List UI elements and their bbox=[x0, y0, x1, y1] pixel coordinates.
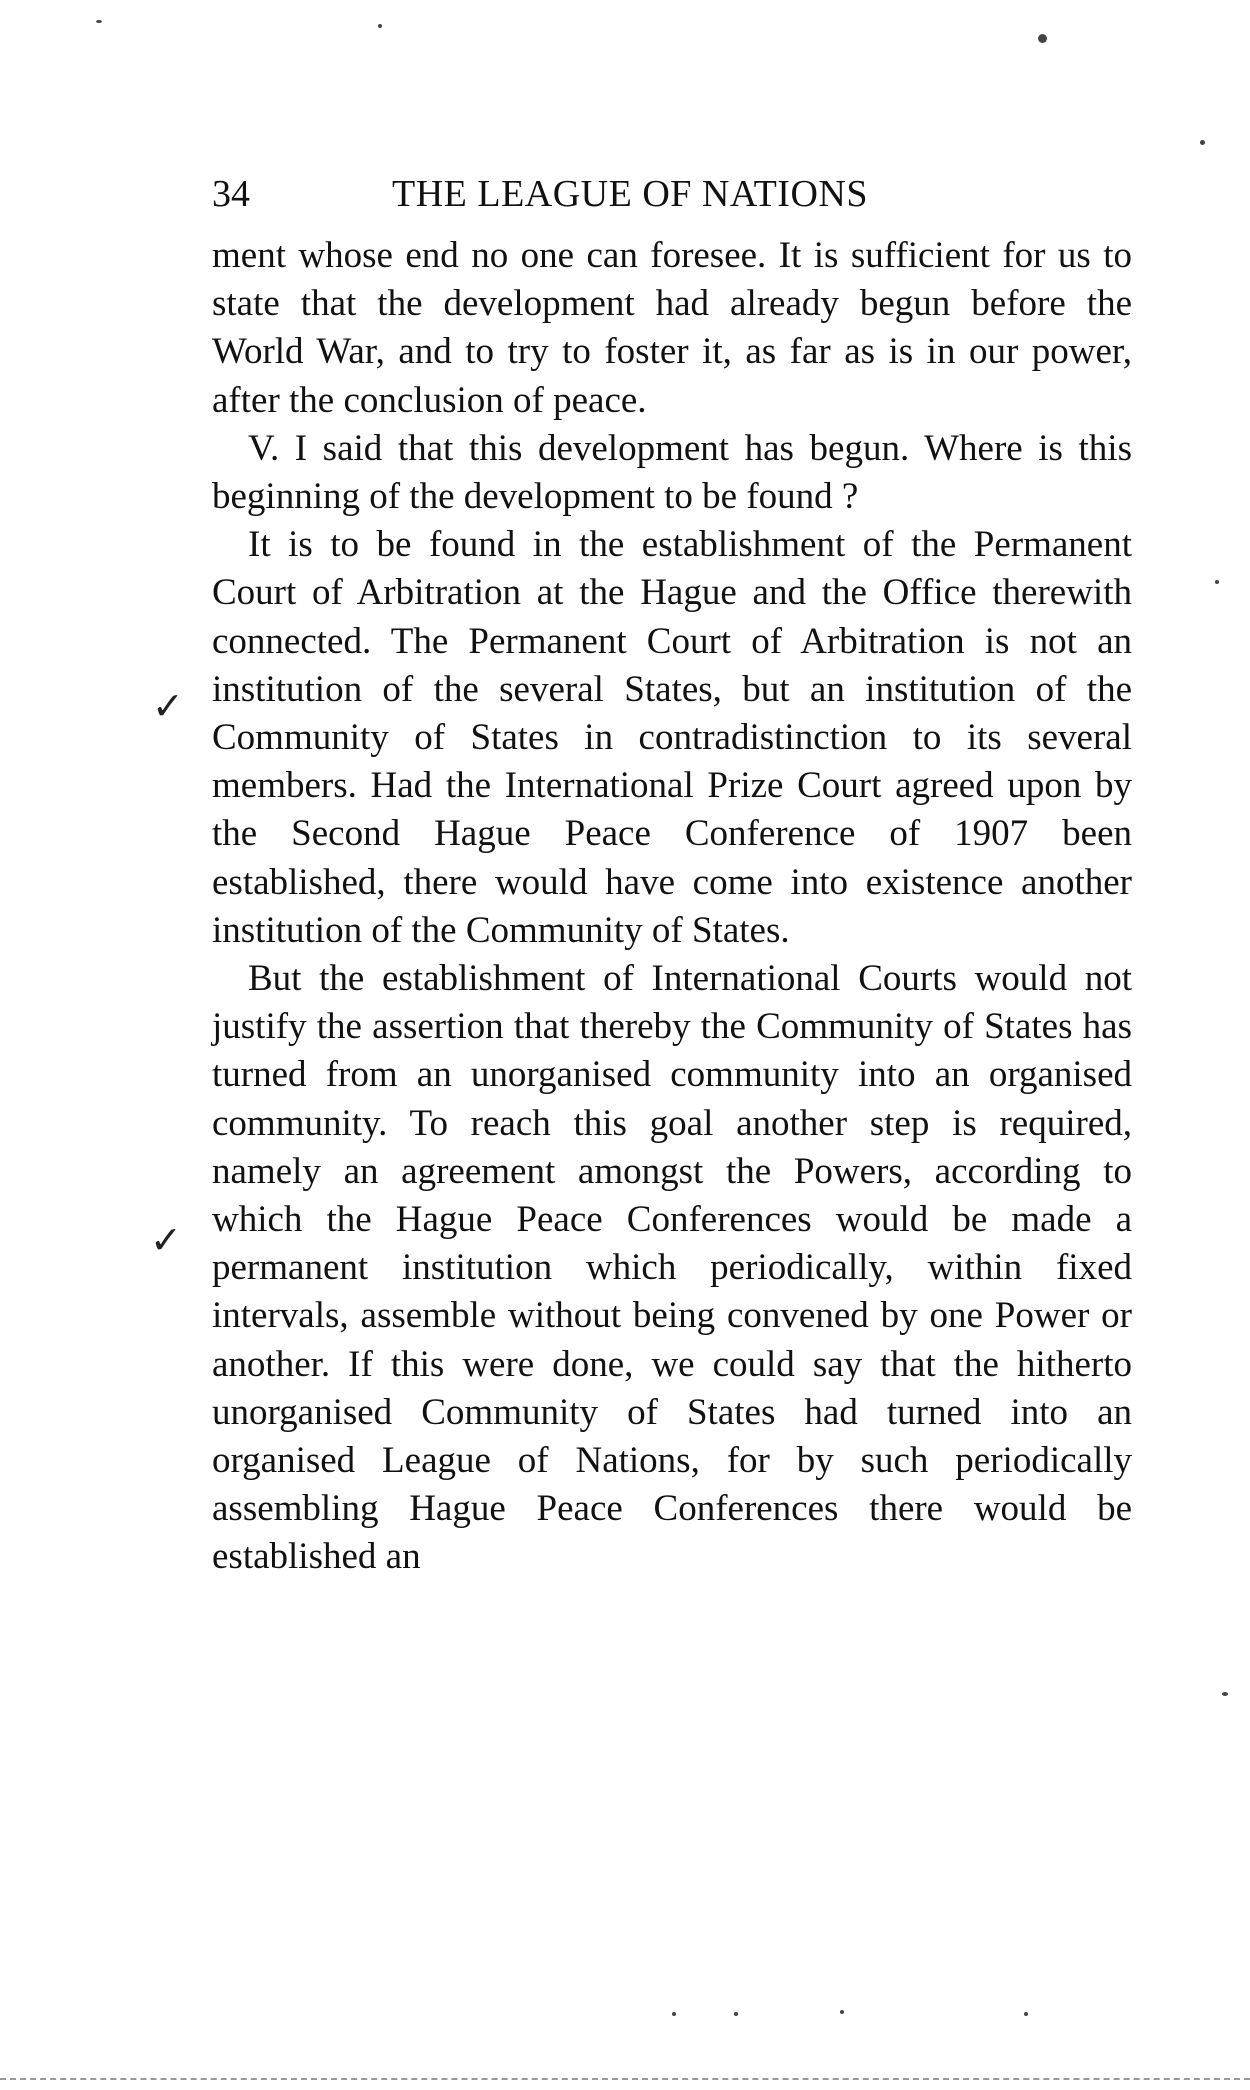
running-title: THE LEAGUE OF NATIONS bbox=[392, 173, 868, 215]
bottom-edge-rule bbox=[0, 2078, 1250, 2080]
margin-check-mark: ✓ bbox=[152, 686, 184, 728]
ink-speck bbox=[1200, 140, 1205, 145]
ink-speck bbox=[1222, 1692, 1228, 1696]
ink-speck bbox=[840, 2010, 844, 2014]
page-header bbox=[212, 168, 1132, 220]
ink-speck bbox=[734, 2012, 738, 2016]
body-text bbox=[212, 232, 1132, 1582]
ink-speck bbox=[378, 24, 382, 28]
ink-speck bbox=[1024, 2012, 1028, 2016]
paragraph-international-courts: But the establishment of International Courts would not justify the assertion that thereby the Community of States has turned from an unorganised community into an organised community. To reach this goal another step is required, namely an agreement amongst the Powers, according to which the Hague Peace Conferences would be made a permanent institution which periodically, within fixed intervals, assemble without being convened by one Power or another. If this were done, we could say that the hitherto unorganised Community of States had turned into an organised League of Nations, for by such periodically assembling Hague Peace Conferences there would be established an bbox=[212, 958, 1132, 1578]
paragraph-permanent-court: It is to be found in the establishment of the Permanent Court of Arbitration at the Hague and the Office therewith connected. The Permanent Court of Arbitration is not an institution of the several States, but an institution of the Community of States in contradistinction to its several members. Had the International Prize Court agreed upon by the Second Hague Peace Conference of 1907 been established, there would have come into existence another institution of the Community of States. bbox=[212, 524, 1132, 951]
ink-speck bbox=[1038, 34, 1047, 43]
margin-check-mark: ✓ bbox=[150, 1220, 182, 1262]
page-number: 34 bbox=[212, 173, 250, 215]
paragraph-continued: ment whose end no one can foresee. It is sufficient for us to state that the development had already begun before the World War, and to try to foster it, as far as is in our power, after the conclusion of peace. bbox=[212, 235, 1132, 421]
paragraph-section-v: V. I said that this development has begun. Where is this beginning of the development to be found ? bbox=[212, 427, 1132, 518]
ink-speck bbox=[1215, 580, 1219, 584]
ink-speck bbox=[96, 20, 102, 23]
ink-speck bbox=[672, 2012, 676, 2016]
